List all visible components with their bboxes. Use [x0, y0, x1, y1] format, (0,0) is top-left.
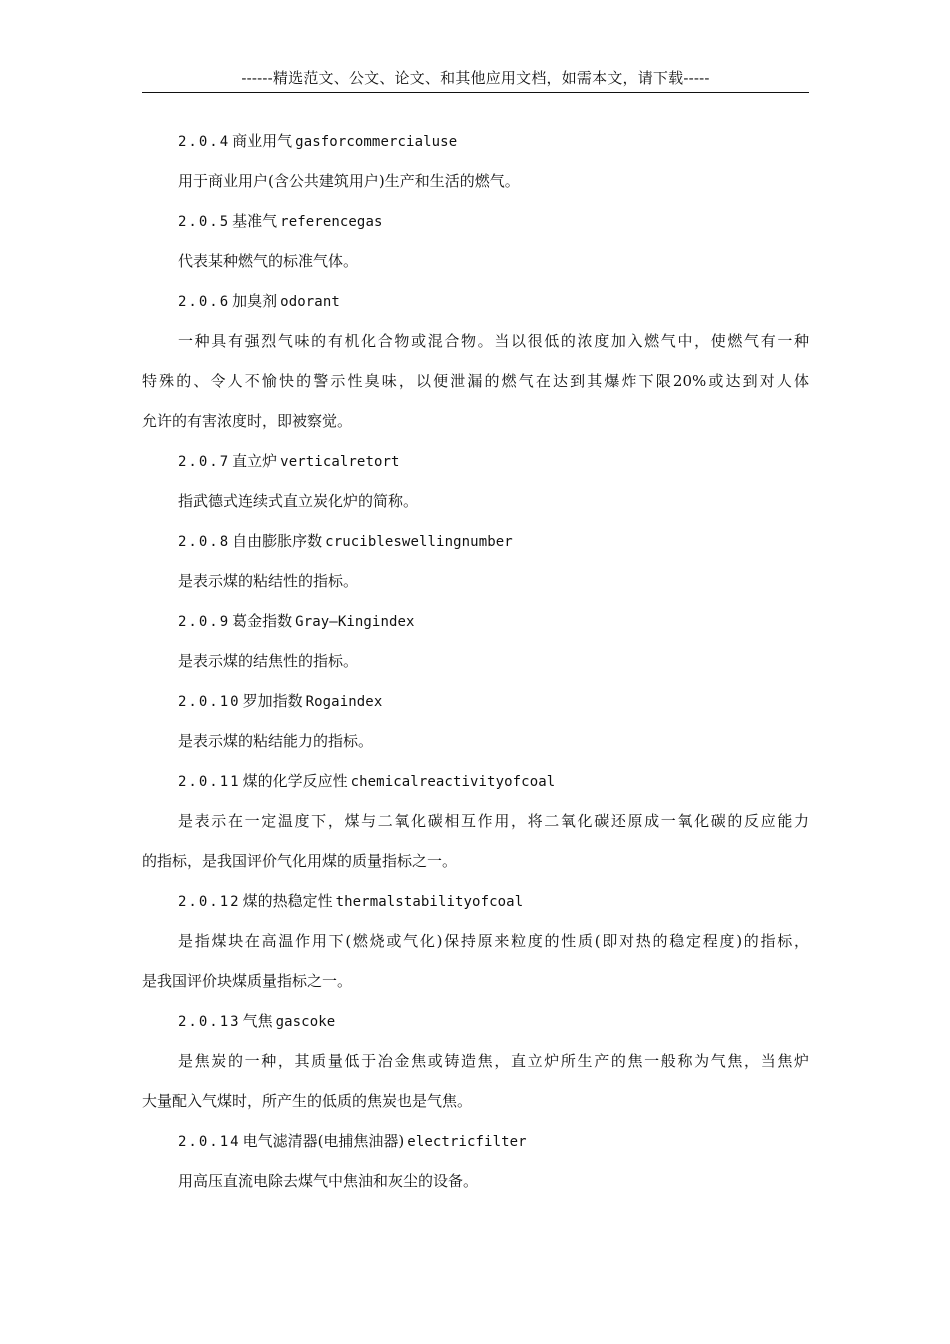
header-rule [142, 92, 809, 93]
entry-english-term: gascoke [275, 1014, 336, 1030]
page-header: ------精选范文、公文、论文、和其他应用文档，如需本文，请下载----- [241, 69, 710, 87]
entry-definition-line: 是焦炭的一种，其质量低于冶金焦或铸造焦，直立炉所生产的焦一般称为气焦，当焦炉 [178, 1052, 809, 1070]
entry-heading [142, 681, 809, 721]
entry-english-term: Gray—Kingindex [295, 614, 415, 630]
entry-number: 2.0.10 [178, 694, 241, 710]
entry-heading [142, 201, 809, 241]
entry-definition-line: 用高压直流电除去煤气中焦油和灰尘的设备。 [178, 1172, 479, 1190]
entry-english-term: Rogaindex [305, 694, 383, 710]
glossary-entry [142, 761, 809, 881]
entry-term: 煤的热稳定性 [242, 892, 333, 910]
entry-definition-line: 用于商业用户(含公共建筑用户)生产和生活的燃气。 [178, 172, 520, 190]
entry-definition-line: 是表示煤的结焦性的指标。 [178, 652, 359, 670]
entry-number: 2.0.13 [178, 1014, 241, 1030]
entry-number: 2.0.5 [178, 214, 231, 230]
entry-definition-line: 允许的有害浓度时，即被察觉。 [142, 412, 353, 430]
entry-definition-line: 的指标，是我国评价气化用煤的质量指标之一。 [142, 852, 458, 870]
entry-term: 直立炉 [232, 452, 278, 470]
entry-heading [142, 601, 809, 641]
entry-definition-line: 是表示在一定温度下，煤与二氧化碳相互作用，将二氧化碳还原成一氧化碳的反应能力 [178, 812, 809, 830]
entry-english-term: electricfilter [407, 1134, 527, 1150]
entry-definition-line: 指武德式连续式直立炭化炉的简称。 [178, 492, 419, 510]
entry-english-term: gasforcommercialuse [295, 134, 458, 150]
entry-definition-line: 大量配入气煤时，所产生的低质的焦炭也是气焦。 [142, 1092, 473, 1110]
entry-heading [142, 1121, 809, 1161]
entry-definition-line: 是表示煤的粘结能力的指标。 [178, 732, 374, 750]
entry-heading [142, 521, 809, 561]
entry-number: 2.0.6 [178, 294, 231, 310]
entry-heading [142, 761, 809, 801]
glossary-entry [142, 281, 809, 441]
entry-heading [142, 441, 809, 481]
entry-term: 自由膨胀序数 [232, 532, 323, 550]
glossary-entry [142, 201, 809, 281]
entry-number: 2.0.4 [178, 134, 231, 150]
entry-heading [142, 281, 809, 321]
entry-number: 2.0.9 [178, 614, 231, 630]
entry-term: 气焦 [242, 1012, 273, 1030]
entry-term: 葛金指数 [232, 612, 293, 630]
entry-term: 基准气 [232, 212, 278, 230]
glossary-entry [142, 681, 809, 761]
entry-english-term: referencegas [280, 214, 383, 230]
entry-definition-line: 是表示煤的粘结性的指标。 [178, 572, 359, 590]
entry-heading [142, 1001, 809, 1041]
glossary-entry [142, 441, 809, 521]
entry-heading [142, 881, 809, 921]
entry-english-term: thermalstabilityofcoal [335, 894, 524, 910]
entry-term: 商业用气 [232, 132, 293, 150]
entry-english-term: verticalretort [280, 454, 400, 470]
entry-number: 2.0.14 [178, 1134, 241, 1150]
glossary-entry [142, 121, 809, 201]
glossary-entry [142, 601, 809, 681]
entry-english-term: chemicalreactivityofcoal [350, 774, 556, 790]
entry-definition-line: 一种具有强烈气味的有机化合物或混合物。当以很低的浓度加入燃气中，使燃气有一种 [178, 332, 809, 350]
entry-term: 罗加指数 [242, 692, 303, 710]
glossary-entry [142, 1001, 809, 1121]
entry-definition-line: 是我国评价块煤质量指标之一。 [142, 972, 353, 990]
entry-number: 2.0.7 [178, 454, 231, 470]
entry-heading [142, 121, 809, 161]
entry-english-term: crucibleswellingnumber [325, 534, 513, 550]
entry-number: 2.0.12 [178, 894, 241, 910]
entry-number: 2.0.11 [178, 774, 241, 790]
entry-definition-line: 代表某种燃气的标准气体。 [178, 252, 359, 270]
glossary-entry [142, 1121, 809, 1201]
entry-definition-line: 特殊的、令人不愉快的警示性臭味，以便泄漏的燃气在达到其爆炸下限20%或达到对人体 [142, 372, 809, 390]
document-body [142, 121, 809, 1201]
entry-term: 电气滤清器(电捕焦油器) [242, 1132, 405, 1150]
glossary-entry [142, 521, 809, 601]
entry-term: 加臭剂 [232, 292, 278, 310]
glossary-entry [142, 881, 809, 1001]
entry-term: 煤的化学反应性 [242, 772, 348, 790]
entry-number: 2.0.8 [178, 534, 231, 550]
entry-definition-line: 是指煤块在高温作用下(燃烧或气化)保持原来粒度的性质(即对热的稳定程度)的指标， [178, 932, 809, 950]
entry-english-term: odorant [280, 294, 340, 310]
